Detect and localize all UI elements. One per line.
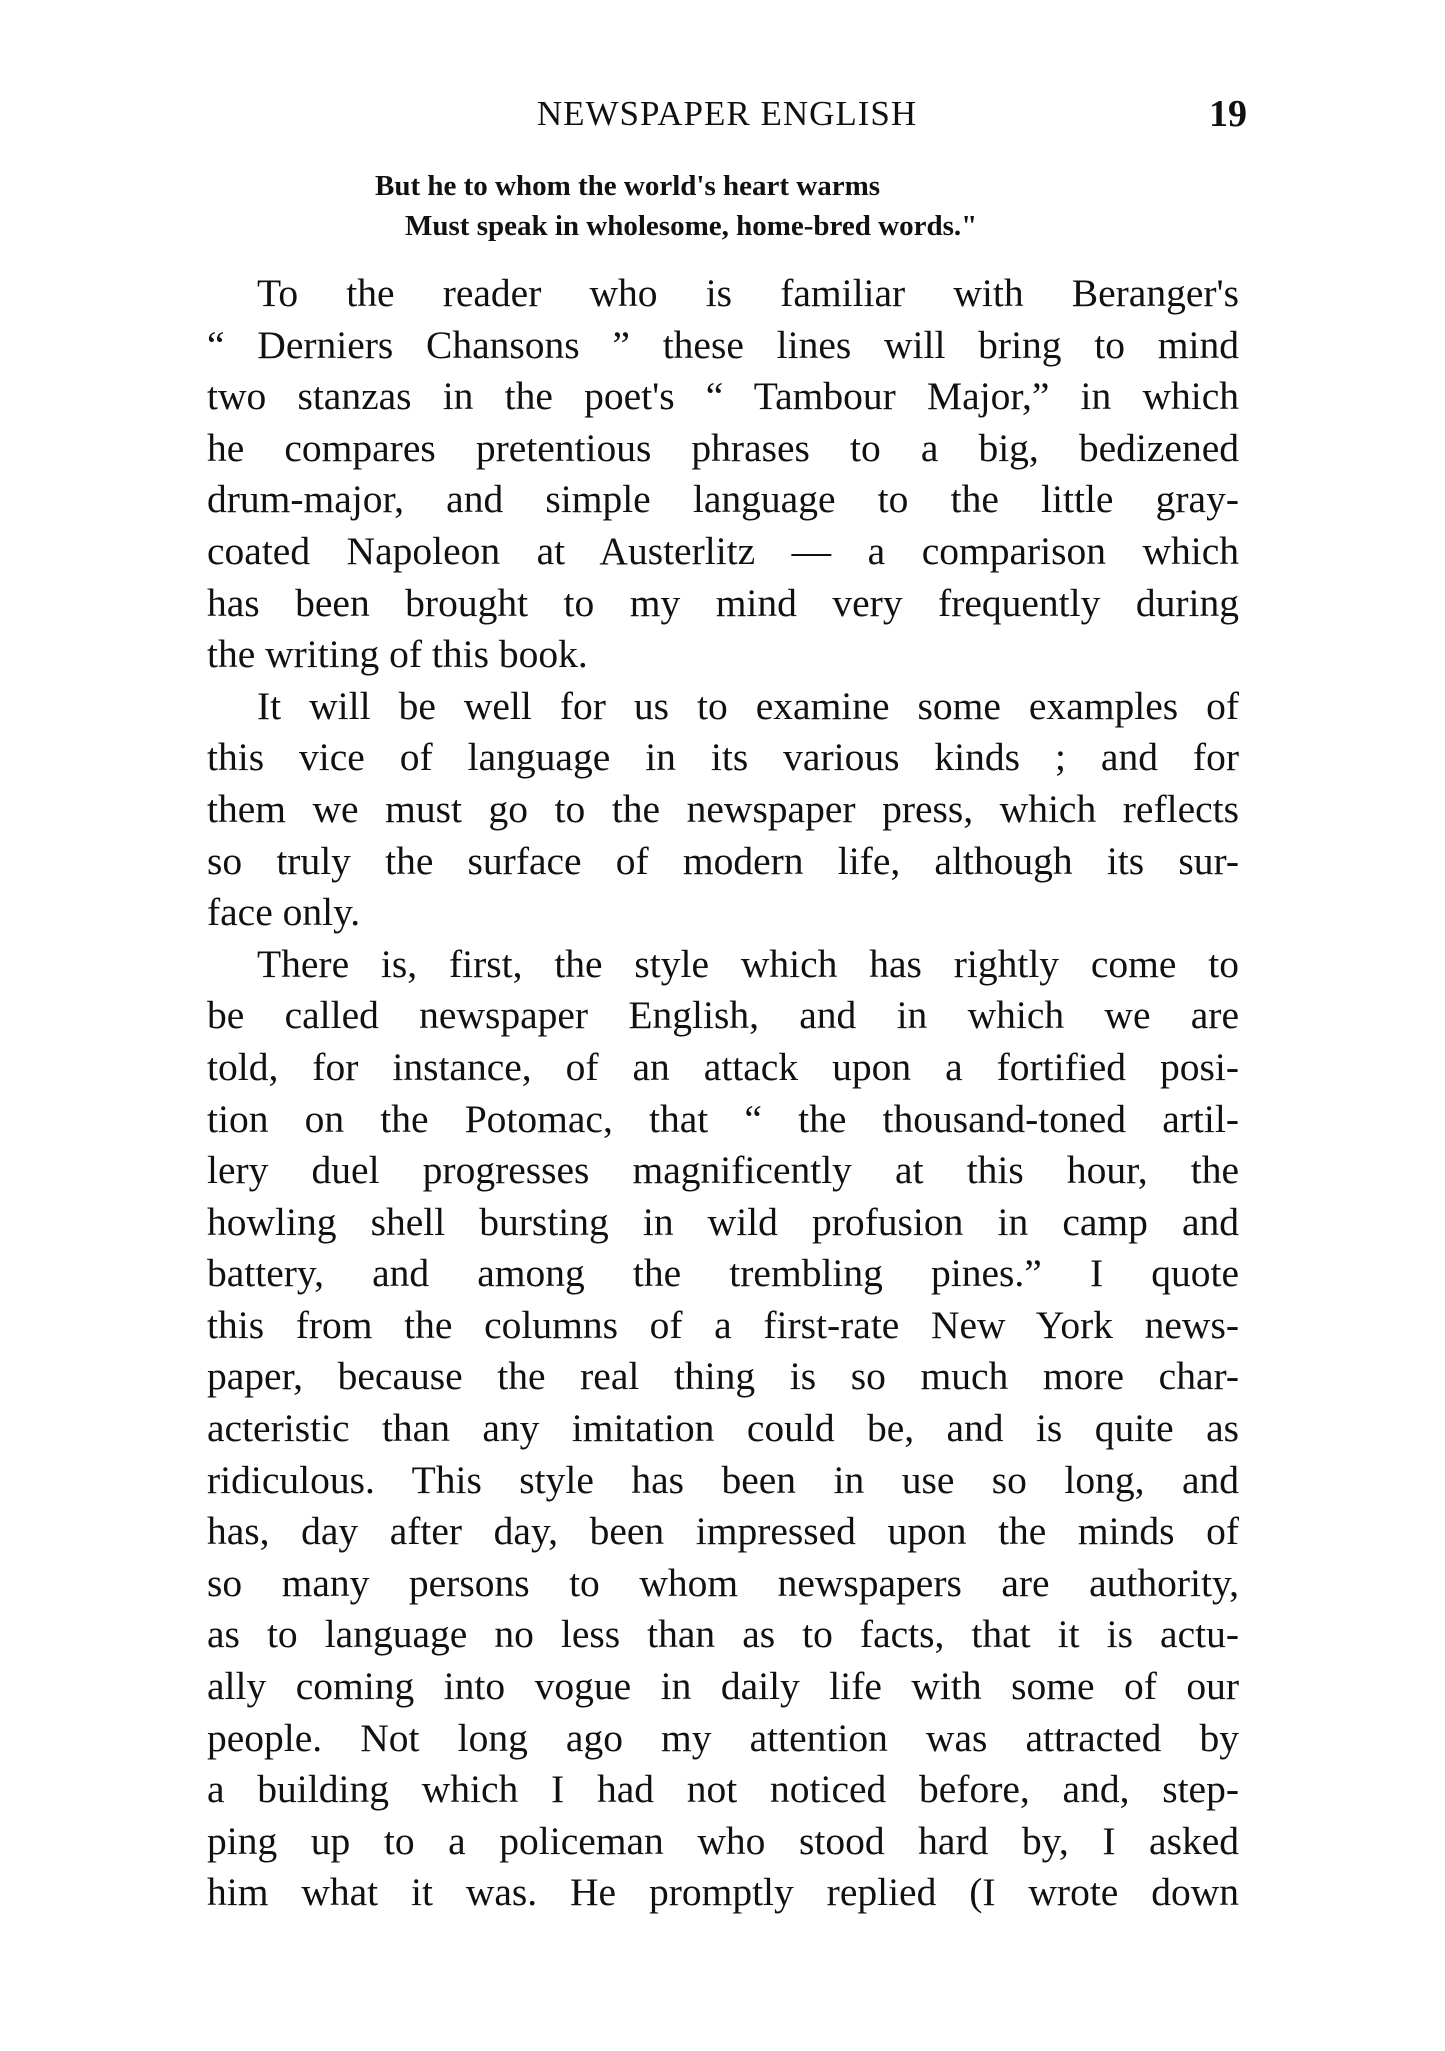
page-number: 19 bbox=[1209, 93, 1247, 135]
text-line: two stanzas in the poet's “ Tambour Major,” in which bbox=[207, 374, 1239, 419]
text-line: acteristic than any imitation could be, and is quite as bbox=[207, 1406, 1239, 1451]
text-line: ping up to a policeman who stood hard by, I asked bbox=[207, 1818, 1239, 1863]
text-line: so many persons to whom newspapers are authority, bbox=[207, 1560, 1239, 1605]
text-line: paper, because the real thing is so much more char- bbox=[207, 1354, 1239, 1399]
text-line: face only. bbox=[207, 890, 361, 935]
text-line: There is, first, the style which has rightly come to bbox=[257, 941, 1239, 986]
text-line: he compares pretentious phrases to a big, bedizened bbox=[207, 425, 1239, 470]
text-line: drum-major, and simple language to the little gray- bbox=[207, 477, 1239, 522]
text-line: “ Derniers Chansons ” these lines will bring to mind bbox=[207, 322, 1239, 367]
text-line: as to language no less than as to facts, that it is actu- bbox=[207, 1612, 1239, 1657]
text-line: him what it was. He promptly replied (I wrote down bbox=[207, 1870, 1239, 1915]
verse-line: Must speak in wholesome, home-bred words." bbox=[405, 210, 978, 242]
text-line: be called newspaper English, and in which we are bbox=[207, 993, 1239, 1038]
text-line: To the reader who is familiar with Beranger's bbox=[257, 271, 1239, 315]
text-line: the writing of this book. bbox=[207, 632, 588, 677]
text-line: told, for instance, of an attack upon a fortified posi- bbox=[207, 1044, 1239, 1089]
text-line: It will be well for us to examine some examples of bbox=[257, 683, 1239, 728]
text-line: tion on the Potomac, that “ the thousand-toned artil- bbox=[207, 1096, 1239, 1141]
verse-quotation bbox=[0, 166, 1445, 246]
running-title: NEWSPAPER ENGLISH bbox=[536, 94, 918, 133]
text-line: ally coming into vogue in daily life with some of our bbox=[207, 1664, 1239, 1709]
text-line: a building which I had not noticed before, and, step- bbox=[207, 1767, 1239, 1812]
text-line: lery duel progresses magnificently at this hour, the bbox=[207, 1148, 1239, 1193]
text-line: howling shell bursting in wild profusion in camp and bbox=[207, 1199, 1239, 1244]
text-line: so truly the surface of modern life, although its sur- bbox=[207, 838, 1239, 883]
text-line: coated Napoleon at Austerlitz — a comparison which bbox=[207, 528, 1239, 573]
text-line: this from the columns of a first-rate New York news- bbox=[207, 1302, 1239, 1347]
text-line: has been brought to my mind very frequently during bbox=[207, 580, 1239, 625]
text-line: battery, and among the trembling pines.” I quote bbox=[207, 1251, 1239, 1296]
text-line: this vice of language in its various kinds ; and for bbox=[207, 735, 1239, 780]
text-line: them we must go to the newspaper press, which reflects bbox=[207, 786, 1239, 831]
text-line: ridiculous. This style has been in use so long, and bbox=[207, 1457, 1239, 1502]
running-head bbox=[207, 88, 1247, 140]
text-line: has, day after day, been impressed upon the minds of bbox=[207, 1509, 1239, 1554]
verse-line: But he to whom the world's heart warms bbox=[375, 170, 881, 202]
text-line: people. Not long ago my attention was attracted by bbox=[207, 1715, 1239, 1760]
body-text bbox=[207, 268, 1239, 1919]
